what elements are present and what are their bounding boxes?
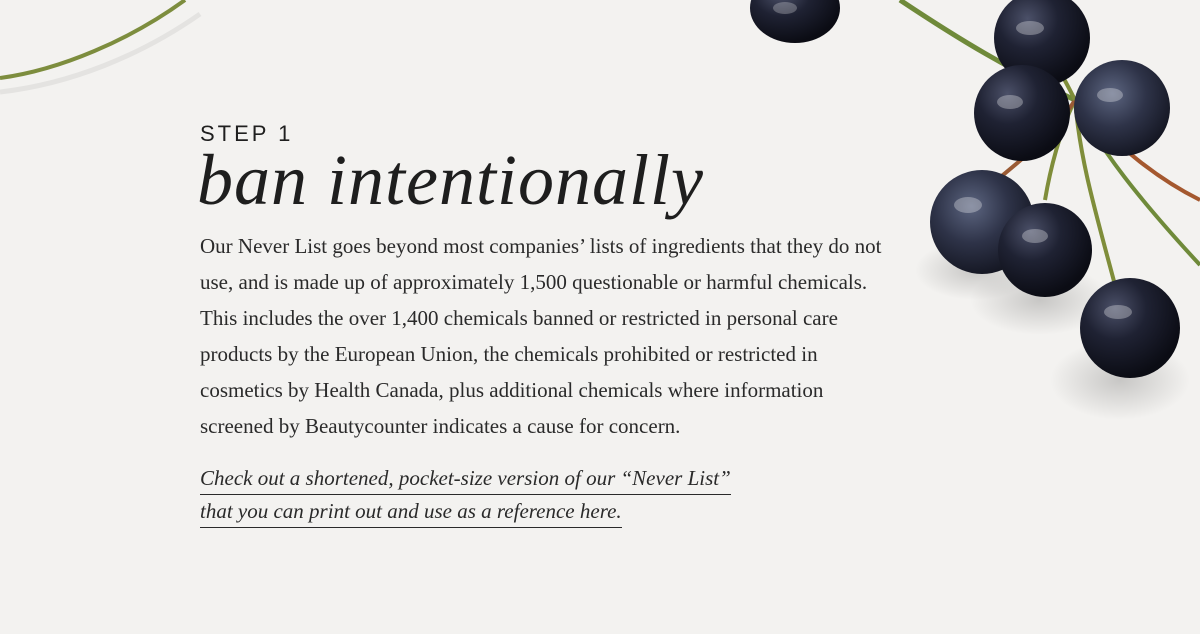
headline: ban intentionally [197, 140, 704, 220]
stem-main [900, 0, 1075, 100]
main-content [197, 120, 900, 528]
berry-6 [1080, 278, 1180, 378]
stem-top-left [0, 0, 185, 78]
never-list-link-line-1[interactable]: Check out a shortened, pocket-size version of our “Never List” [200, 462, 731, 495]
never-list-link-block [200, 462, 820, 528]
berry-1 [994, 0, 1090, 86]
berry-3 [974, 65, 1070, 161]
berry-5 [998, 203, 1092, 297]
never-list-link-line-2[interactable]: that you can print out and use as a reference here. [200, 495, 622, 528]
step-label: STEP 1 [200, 121, 294, 146]
berry-2 [1074, 60, 1170, 156]
berry-top [750, 0, 840, 43]
never-list-description: Our Never List goes beyond most companies’ lists of ingredients that they do not use, and is made up of approximately 1,500 questionable or harmful chemicals. This includes the over 1,400 chemicals banned or restricted in personal care products by the European Union, the chemicals prohibited or restricted in cosmetics by Health Canada, plus additional chemicals where information screened by Beautycounter indicates a cause for concern. [200, 234, 882, 438]
berry-4 [930, 170, 1034, 274]
